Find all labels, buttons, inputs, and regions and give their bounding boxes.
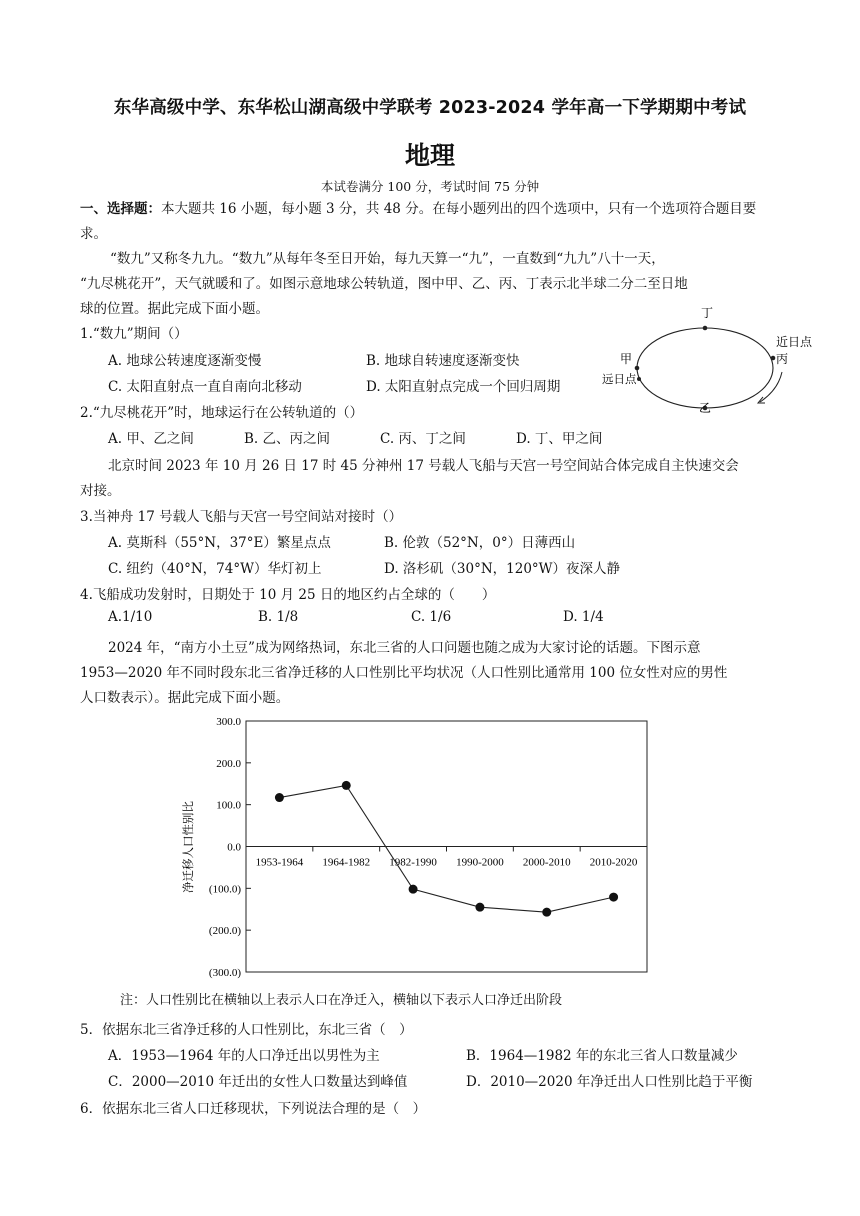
q4-option-a: A.1/10 [108, 609, 153, 625]
q2-option-a: A. 甲、乙之间 [108, 431, 194, 447]
chart-data-point [609, 893, 618, 902]
orbit-label-ding: 丁 [701, 306, 714, 320]
section-instructions [80, 197, 780, 247]
q2-option-d: D. 丁、甲之间 [516, 431, 603, 447]
passage3-line1: 2024 年，“南方小土豆”成为网络热词，东北三省的人口问题也随之成为大家讨论的话题。下图示意 [108, 640, 701, 656]
orbit-arrow-head [758, 397, 765, 403]
q3-option-d: D. 洛杉矶（30°N，120°W）夜深人静 [384, 561, 621, 577]
passage2-line1: 北京时间 2023 年 10 月 26 日 17 时 45 分神州 17 号载人飞船与天宫一号空间站合体完成自主快速交会 [108, 458, 739, 474]
q1-option-a: A. 地球公转速度逐渐变慢 [108, 353, 262, 369]
q5-option-d: D．2010—2020 年净迁出人口性别比趋于平衡 [466, 1074, 753, 1090]
passage1-line3: 球的位置。据此完成下面小题。 [80, 301, 269, 317]
migration-sex-ratio-chart [170, 712, 675, 982]
chart-x-tick-label: 1990-2000 [456, 856, 504, 869]
chart-y-tick-label: 200.0 [216, 757, 241, 770]
q2-option-b: B. 乙、丙之间 [244, 431, 331, 447]
section-text: 本大题共 16 小题，每小题 3 分，共 48 分。在每小题列出的四个选项中，只有一个选项符合题目要求。 [80, 201, 757, 242]
q2-stem: 2.“九尽桃花开”时，地球运行在公转轨道的（） [80, 405, 364, 421]
chart-data-point [542, 908, 551, 917]
chart-x-tick-label: 1964-1982 [322, 856, 371, 869]
q1-option-c: C. 太阳直射点一直自南向北移动 [108, 379, 302, 395]
q2-option-c: C. 丙、丁之间 [380, 431, 466, 447]
chart-x-tick-label: 1953-1964 [255, 856, 304, 869]
chart-data-point [342, 781, 351, 790]
chart-data-point [275, 793, 284, 802]
orbit-point-bing [771, 356, 776, 361]
chart-data-point [409, 885, 418, 894]
q1-option-d: D. 太阳直射点完成一个回归周期 [366, 379, 561, 395]
q4-option-c: C. 1/6 [411, 609, 452, 625]
perihelion-label: 近日点 [776, 335, 813, 349]
passage3-line2: 1953—2020 年不同时段东北三省净迁移的人口性别比平均状况（人口性别比通常用 100 位女性对应的男性 [80, 665, 728, 681]
section-label: 一、选择题： [80, 201, 161, 217]
aphelion-point [637, 377, 641, 381]
q1-stem: 1.“数九”期间（） [80, 326, 188, 342]
q5-option-a: A．1953—1964 年的人口净迁出以男性为主 [108, 1048, 380, 1064]
chart-x-ticks [256, 847, 638, 869]
orbit-point-jia [635, 366, 640, 371]
chart-y-ticks [209, 716, 251, 979]
orbit-label-yi: 乙 [699, 401, 712, 415]
q5-option-b: B．1964—1982 年的东北三省人口数量减少 [466, 1048, 738, 1064]
q3-stem: 3.当神舟 17 号载人飞船与天宫一号空间站对接时（） [80, 509, 403, 525]
q4-stem: 4.飞船成功发射时，日期处于 10 月 25 日的地区约占全球的（ ） [80, 587, 496, 603]
orbit-point-ding [703, 326, 708, 331]
chart-y-tick-label: 300.0 [216, 716, 241, 728]
q6-stem: 6．依据东北三省人口迁移现状，下列说法合理的是（ ） [80, 1101, 427, 1117]
passage3-line3: 人口数表示）。据此完成下面小题。 [80, 690, 290, 706]
q5-option-c: C．2000—2010 年迁出的女性人口数量达到峰值 [108, 1074, 408, 1090]
exam-title: 东华高级中学、东华松山湖高级中学联考 2023-2024 学年高一下学期期中考试 [113, 98, 747, 118]
orbit-label-bing: 丙 [776, 352, 789, 366]
orbit-diagram [602, 306, 825, 418]
q3-option-c: C. 纽约（40°N，74°W）华灯初上 [108, 561, 322, 577]
q1-option-b: B. 地球自转速度逐渐变快 [366, 353, 520, 369]
q5-stem: 5．依据东北三省净迁移的人口性别比，东北三省（ ） [80, 1022, 413, 1038]
q4-option-d: D. 1/4 [563, 609, 604, 625]
chart-x-tick-label: 2000-2010 [522, 856, 571, 869]
q3-option-a: A. 莫斯科（55°N，37°E）繁星点点 [108, 535, 331, 551]
orbit-label-jia: 甲 [620, 352, 633, 366]
q4-option-b: B. 1/8 [258, 609, 299, 625]
orbit-ellipse [637, 328, 773, 408]
exam-info: 本试卷满分 100 分，考试时间 75 分钟 [320, 179, 540, 194]
chart-y-tick-label: (300.0) [208, 967, 241, 979]
aphelion-label: 远日点 [602, 374, 637, 386]
chart-y-tick-label: (100.0) [208, 883, 241, 896]
chart-note: 注：人口性别比在横轴以上表示人口在净迁入，横轴以下表示人口净迁出阶段 [120, 993, 563, 1008]
chart-x-tick-label: 1982-1990 [389, 856, 437, 869]
passage1-line1: “数九”又称冬九九。“数九”从每年冬至日开始，每九天算一“九”，一直数到“九九”八十一天， [110, 251, 665, 267]
chart-data-point [475, 903, 484, 912]
chart-y-tick-label: 0.0 [227, 841, 241, 854]
passage1-line2: “九尽桃花开”，天气就暖和了。如图示意地球公转轨道，图中甲、乙、丙、丁表示北半球二分二至日地 [80, 276, 688, 292]
chart-ylabel: 净迁移人口性别比 [183, 801, 195, 893]
chart-x-tick-label: 2010-2020 [589, 856, 638, 869]
subject-title: 地理 [404, 141, 455, 170]
chart-y-tick-label: 100.0 [216, 799, 241, 812]
passage2-line2: 对接。 [80, 483, 121, 499]
chart-y-tick-label: (200.0) [208, 925, 241, 938]
q3-option-b: B. 伦敦（52°N，0°）日薄西山 [384, 535, 576, 551]
